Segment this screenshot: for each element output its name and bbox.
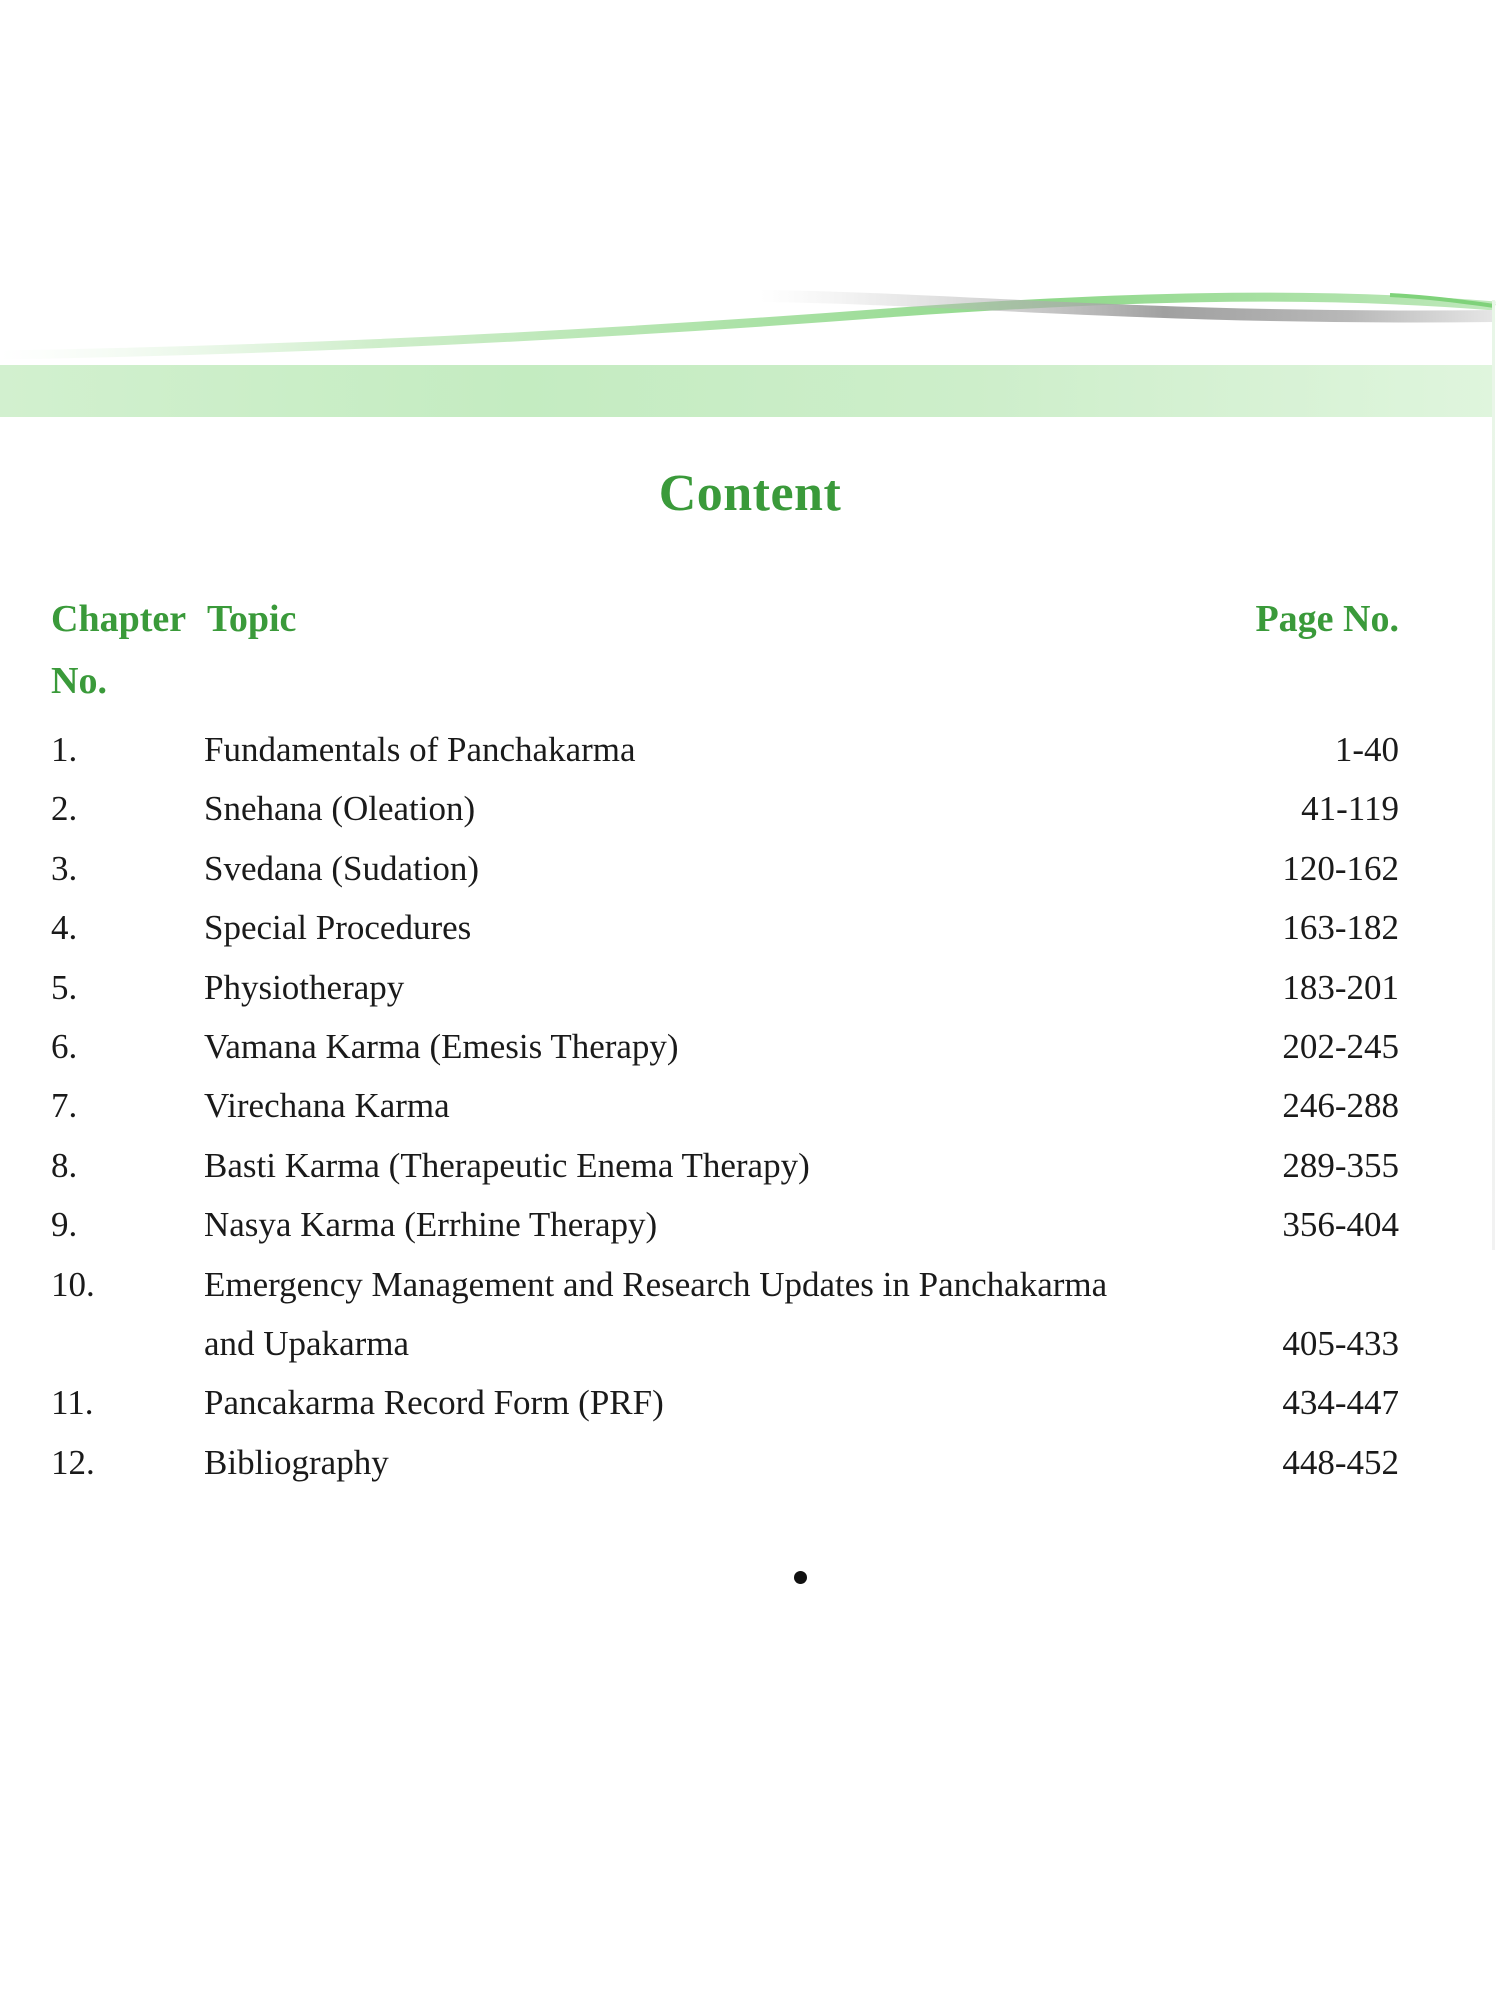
toc-row [0,958,1500,1017]
page-range: 356-404 [1282,1205,1399,1245]
chapter-number: 8. [51,1145,78,1185]
chapter-topic: Basti Karma (Therapeutic Enema Therapy) [204,1145,810,1185]
green-header-band [0,365,1492,417]
toc-row [0,1373,1500,1432]
bullet-dot-ornament [794,1571,807,1584]
chapter-topic: Emergency Management and Research Updates in Panchakarma [204,1264,1108,1304]
page-range: 246-288 [1282,1086,1399,1126]
chapter-number: 3. [51,848,78,888]
chapter-number: 7. [51,1086,78,1126]
chapter-topic: Special Procedures [204,908,472,948]
chapter-topic: Bibliography [204,1442,389,1482]
chapter-number: 4. [51,908,78,948]
table-of-contents [0,720,1500,1492]
toc-row [0,1076,1500,1135]
page-range: 289-355 [1282,1145,1399,1185]
header-chapter: Chapter [51,598,187,640]
toc-row [0,1195,1500,1254]
page-range: 448-452 [1282,1442,1399,1482]
page-range: 120-162 [1282,848,1399,888]
toc-row [0,1017,1500,1076]
chapter-topic: Fundamentals of Panchakarma [204,730,636,769]
chapter-number: 9. [51,1205,78,1245]
toc-row [0,1255,1500,1314]
toc-row [0,720,1500,779]
header-topic: Topic [207,598,297,640]
header-page-no: Page No. [1255,598,1399,640]
chapter-topic: Virechana Karma [204,1086,450,1126]
chapter-topic: Snehana (Oleation) [204,789,476,829]
toc-row [0,898,1500,957]
header-chapter-no: No. [51,660,107,702]
toc-row [0,839,1500,898]
chapter-number: 2. [51,789,78,829]
chapter-topic: Svedana (Sudation) [204,848,480,888]
chapter-topic: Pancakarma Record Form (PRF) [204,1383,664,1423]
chapter-number: 10. [51,1264,95,1304]
chapter-topic: Vamana Karma (Emesis Therapy) [204,1026,679,1066]
chapter-number: 5. [51,967,78,1007]
chapter-number: 11. [51,1383,94,1423]
chapter-topic: Physiotherapy [204,967,405,1007]
page-title: Content [658,465,842,522]
page-range: 434-447 [1282,1383,1399,1423]
chapter-topic-continued: and Upakarma [204,1323,410,1363]
toc-row-continuation [0,1314,1500,1373]
chapter-number: 6. [51,1026,78,1066]
toc-row [0,1433,1500,1492]
page-range: 1-40 [1334,730,1399,769]
page-range: 163-182 [1282,908,1399,948]
page-range: 183-201 [1282,967,1399,1007]
page-range: 202-245 [1282,1026,1399,1066]
chapter-number: 12. [51,1442,95,1482]
chapter-topic: Nasya Karma (Errhine Therapy) [204,1205,658,1245]
chapter-number: 1. [51,730,78,769]
toc-row [0,779,1500,838]
page-range: 405-433 [1282,1323,1399,1363]
toc-row [0,1136,1500,1195]
page-range: 41-119 [1301,789,1399,829]
